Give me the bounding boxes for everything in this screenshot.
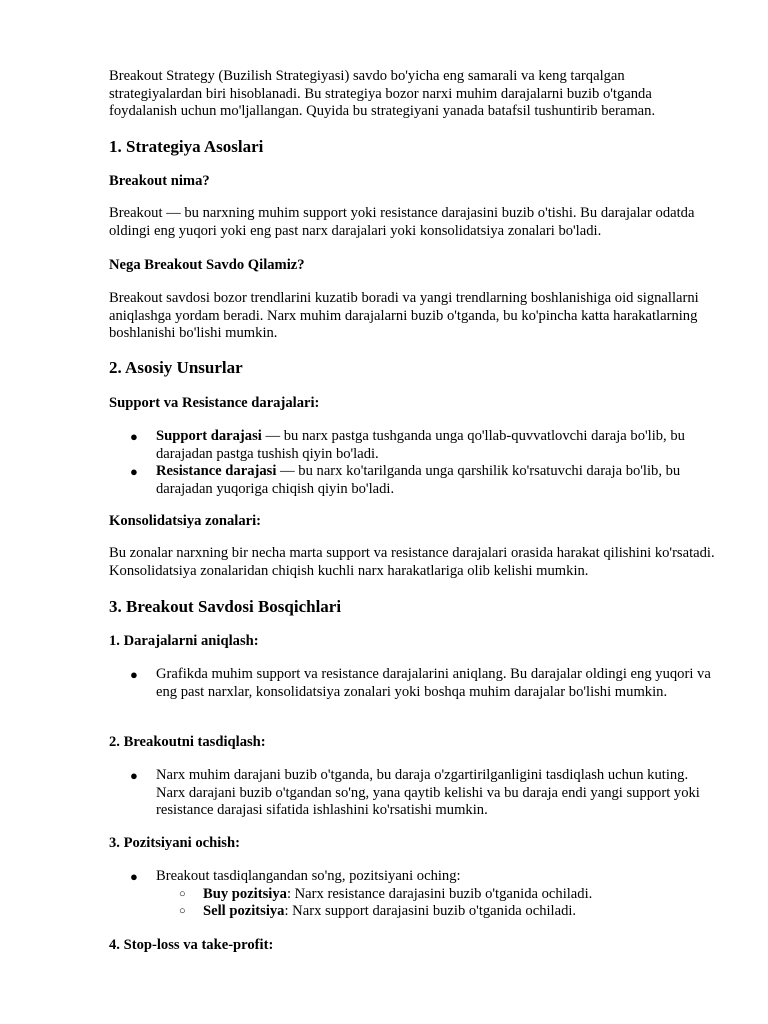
paragraph-konsolidatsiya: Bu zonalar narxning bir necha marta support va resistance darajalari orasida harakat qilishini ko'rsatadi. Konsolidatsiya zonalaridan chiqish kuchli narx harakatlariga olib kelishi mumkin. xyxy=(109,545,715,579)
list-item xyxy=(109,868,719,921)
bullet-icon: ● xyxy=(130,869,138,884)
sublist-item xyxy=(109,903,719,921)
subheading-breakout-nima: Breakout nima? xyxy=(109,173,210,189)
support-resistance-list xyxy=(109,428,719,498)
bullet-icon: ● xyxy=(130,667,138,682)
list-item-term: Support darajasi xyxy=(156,428,262,444)
paragraph-breakout-definition: Breakout — bu narxning muhim support yoki resistance darajasini buzib o'tishi. Bu darajalar odatda oldingi eng yuqori yoki eng past narx darajalari yoki konsolidatsiya zonalari bo'ladi. xyxy=(109,205,695,239)
step2-list xyxy=(109,767,719,820)
list-item-text: — bu narx ko'tarilganda unga qarshilik ko'rsatuvchi daraja bo'lib, bu darajadan yuqoriga chiqish qiyin bo'ladi. xyxy=(156,463,681,497)
list-item-term: Resistance darajasi xyxy=(156,463,277,479)
sublist-item-term: Sell pozitsiya xyxy=(203,903,285,919)
list-item-text: Narx muhim darajani buzib o'tganda, bu daraja o'zgartirilganligini tasdiqlash uchun kuting. Narx darajani buzib o'tgandan so'ng, yana qaytib kelishi va bu daraja endi yangi support yoki resistance darajasi sifatida ishlashini ko'rsatishi mumkin. xyxy=(156,767,700,818)
sublist-item-text: : Narx support darajasini buzib o'tganida ochiladi. xyxy=(284,903,577,919)
step-heading-4: 4. Stop-loss va take-profit: xyxy=(109,937,274,953)
circle-bullet-icon: ○ xyxy=(179,905,186,917)
sublist-item-text: : Narx resistance darajasini buzib o'tganida ochiladi. xyxy=(286,885,593,902)
bullet-icon: ● xyxy=(130,429,138,444)
list-item xyxy=(109,428,719,463)
step-heading-3: 3. Pozitsiyani ochish: xyxy=(109,835,240,851)
step3-sublist xyxy=(156,886,719,921)
subheading-konsolidatsiya: Konsolidatsiya zonalari: xyxy=(109,513,262,529)
paragraph-why-breakout: Breakout savdosi bozor trendlarini kuzatib boradi va yangi trendlarning boshlanishiga oid signallarni aniqlashga yordam beradi. Narx muhim darajalarni buzib o'tganda, bu ko'pincha katta harakatlarning boshlanishi bo'lishi mumkin. xyxy=(109,290,699,341)
sublist-item xyxy=(109,886,719,904)
bullet-icon: ● xyxy=(130,464,138,479)
sublist-item-term: Buy pozitsiya xyxy=(203,885,287,902)
section-heading-2: 2. Asosiy Unsurlar xyxy=(109,358,243,377)
step-heading-1: 1. Darajalarni aniqlash: xyxy=(109,633,259,649)
step-heading-2: 2. Breakoutni tasdiqlash: xyxy=(109,734,266,750)
list-item-text: Grafikda muhim support va resistance darajalarini aniqlang. Bu darajalar oldingi eng yuqori va eng past narxlar, konsolidatsiya zonalari yoki boshqa muhim darajalar bo'lishi mumkin. xyxy=(156,666,711,700)
section-heading-3: 3. Breakout Savdosi Bosqichlari xyxy=(109,597,342,616)
step3-list xyxy=(109,868,719,921)
circle-bullet-icon: ○ xyxy=(179,887,186,900)
subheading-support-resistance: Support va Resistance darajalari: xyxy=(109,395,320,411)
section-heading-1: 1. Strategiya Asoslari xyxy=(109,137,264,156)
list-item xyxy=(109,463,719,498)
list-item xyxy=(109,666,719,701)
list-item-text: — bu narx pastga tushganda unga qo'llab-quvvatlovchi daraja bo'lib, bu darajadan pastga tushish qiyin bo'ladi. xyxy=(156,428,685,462)
step1-list xyxy=(109,666,719,701)
subheading-nega-breakout: Nega Breakout Savdo Qilamiz? xyxy=(109,257,305,273)
intro-paragraph: Breakout Strategy (Buzilish Strategiyasi) savdo bo'yicha eng samarali va keng tarqalgan strategiyalardan biri hisoblanadi. Bu strategiya bozor narxi muhim darajalarni buzib o'tganda foydalanish uchun mo'ljallangan. Quyida bu strategiyani yanada batafsil tushuntirib beraman. xyxy=(109,68,656,119)
list-item xyxy=(109,767,719,820)
list-item-text: Breakout tasdiqlangandan so'ng, pozitsiyani oching: xyxy=(156,868,461,884)
bullet-icon: ● xyxy=(130,768,138,783)
